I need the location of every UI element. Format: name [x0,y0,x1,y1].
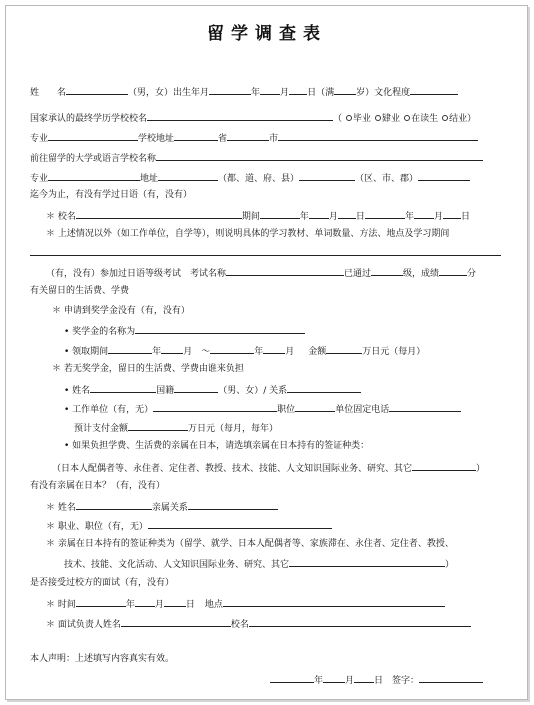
final-school-field[interactable] [147,111,333,121]
interviewer-label: ＊ 面试负责人姓名 [46,620,121,630]
sponsor-name-field[interactable] [90,383,156,393]
province-field[interactable] [174,131,218,141]
row-jlpt [46,266,476,280]
row-relative-name [46,500,278,514]
interview-day-label: 日 [185,600,195,610]
city-label: 市 [269,134,279,144]
period-start-month-label: 月 ～ [183,347,211,357]
relative-visa-close: ） [445,560,455,570]
end-day-label: 日 [460,212,470,222]
sponsor-visa-close: ） [476,464,486,474]
employer-label: • 工作单位（有，无） [64,405,154,415]
work-phone-label: 单位固定电话 [335,405,390,415]
self-study-note: ＊ 上述情况以外（如工作单位，自学等），则说明具体的学习教材、单词数量、方法、地点及学习期间 [46,229,450,239]
interview-school-field[interactable] [249,617,471,627]
address-detail-field[interactable] [278,131,478,141]
period-end-year-label: 年 [254,347,264,357]
row-major-address [30,131,478,145]
signature-field[interactable] [419,673,483,683]
self-study-field[interactable] [30,255,501,256]
row-sponsor-question [52,363,244,375]
row-final-school [30,111,476,125]
passed-label: 已通过 [344,269,372,279]
school-address-label: 学校地址 [138,134,175,144]
education-field[interactable] [410,85,458,95]
study-school-field[interactable] [76,209,242,219]
target-school-field[interactable] [156,151,483,161]
graduated-radio[interactable] [346,115,352,121]
row-japanese-study [30,189,192,201]
district-field[interactable] [299,171,355,181]
birth-day-field[interactable] [289,85,307,95]
row-sponsor-visa-types [52,461,485,475]
start-day-field[interactable] [338,209,356,219]
sign-month-field[interactable] [323,673,345,683]
period-label: 期间 [241,212,260,222]
amount-label: 金额 [308,347,327,357]
row-scholarship [52,305,190,317]
target-school-label: 前往留学的大学或语言学校名称 [30,154,157,164]
row-declaration [30,653,174,665]
relative-name-label: ＊ 姓名 [46,503,76,513]
nationality-field[interactable] [174,383,218,393]
sign-year-label: 年 [314,676,324,686]
sponsor-visa-types: （日本人配偶者等、永住者、定住者、教授、技术、技能、人文知识国际业务、研究、其它 [52,464,413,474]
graduated-label: 毕业 [353,114,372,124]
period-start-year-field[interactable] [108,344,152,354]
row-relatives [30,480,165,492]
sponsor-question: ＊ 若无奖学金，留日的生活费、学费由谁来负担 [52,364,244,374]
row-sponsor-name [64,383,361,397]
relative-name-field[interactable] [76,500,152,510]
row-name-birth [30,85,458,99]
relative-visa-other-field[interactable] [289,557,445,567]
birth-year-field[interactable] [209,85,251,95]
relatives-question: 有没有亲属在日本？（有，没有） [30,481,166,491]
row-self-study [46,228,449,240]
name-label: 姓 名 [30,88,67,98]
relative-job-field[interactable] [148,519,332,529]
period-start-year-label: 年 [152,347,162,357]
final-school-label: 国家承认的最终学历学校校名 [30,114,148,124]
row-interview-time [46,597,445,611]
row-target-school [30,151,483,165]
exam-name-field[interactable] [226,266,344,276]
end-month-label: 月 [433,212,443,222]
interview-year-field[interactable] [76,597,126,607]
interview-time-label: ＊ 时间 [46,600,76,610]
row-interviewer [46,617,471,631]
education-label: 岁）文化程度 [356,88,411,98]
page-title: 留学调查表 [207,24,327,44]
row-sponsor-visa-note [64,440,369,452]
receive-period-label: • 领取期间 [64,347,109,357]
enrolled-label: 在读生 [411,114,439,124]
sponsor-name-label: • 姓名 [64,386,91,396]
start-month-field[interactable] [309,209,329,219]
district-label: （区、市、郡） [355,174,419,184]
end-day-field[interactable] [443,209,461,219]
period-start-month-field[interactable] [161,344,183,354]
interview-place-label: 地点 [204,600,223,610]
month-label: 月 [280,88,290,98]
row-target-major [30,171,470,185]
sign-month-label: 月 [345,676,355,686]
score-unit-label: 分 [467,269,477,279]
sponsor-visa-note: • 如果负担学费、生活费的亲属在日本，请选填亲属在日本持有的签证种类： [64,441,370,451]
day-age-label: 日（满 [307,88,335,98]
prefecture-label: （都、道、府、县） [218,174,300,184]
city-field[interactable] [227,131,269,141]
interviewer-field[interactable] [121,617,231,627]
period-end-year-field[interactable] [210,344,254,354]
birth-month-field[interactable] [260,85,280,95]
row-sponsor-work [64,402,461,416]
start-year-label: 年 [299,212,309,222]
major-label: 专业 [30,134,49,144]
interview-question: 是否接受过校方的面试（有，没有） [30,578,175,588]
major-field[interactable] [48,131,138,141]
relative-relation-label: 亲属关系 [151,503,188,513]
prefecture-field[interactable] [158,171,218,181]
sign-day-field[interactable] [354,673,374,683]
scholarship-name-label: • 奖学金的名称为 [64,327,136,337]
study-school-label: ＊ 校名 [46,212,76,222]
relative-visa-types: ＊ 亲属在日本持有的签证种类为（留学、就学、日本人配偶者等、家族滞在、永住者、定住者、教授、 [46,539,454,549]
interview-school-label: 校名 [230,620,249,630]
start-year-field[interactable] [260,209,300,219]
payment-unit-label: 万日元（每月，每年） [188,424,279,434]
row-living-costs [30,285,129,297]
age-field[interactable] [334,85,356,95]
period-end-month-label: 月 [285,347,295,357]
name-field[interactable] [66,85,128,95]
nationality-label: 国籍 [156,386,175,396]
declaration-text: 本人声明：上述填写内容真实有效。 [30,654,175,664]
interview-year-label: 年 [125,600,135,610]
address-extra-field[interactable] [418,171,470,181]
target-major-field[interactable] [48,171,140,181]
row-interview [30,577,174,589]
row-signature [270,673,483,687]
start-day-label: 日 [355,212,365,222]
interview-month-label: 月 [154,600,164,610]
sponsor-relation-field[interactable] [287,383,361,393]
sign-year-field[interactable] [270,673,314,683]
amount-field[interactable] [326,344,362,354]
year-label: 年 [251,88,261,98]
score-field[interactable] [439,266,467,276]
exam-label: （有，没有）参加过日语等级考试 考试名称 [46,269,227,279]
target-major-label: 专业 [30,174,49,184]
interview-day-field[interactable] [164,597,186,607]
row-relative-job [46,519,332,533]
row-scholarship-period [64,344,425,358]
japanese-study-question: 迄今为止，有没有学过日语（有，没有） [30,190,193,200]
province-label: 省 [218,134,228,144]
enrolled-radio[interactable] [404,115,410,121]
expected-payment-field[interactable] [128,421,188,431]
completed-radio[interactable] [442,115,448,121]
start-month-label: 月 [328,212,338,222]
target-address-label: 地址 [140,174,159,184]
expected-payment-label: 预计支付金额 [74,424,129,434]
completed-label: 结业 [449,114,468,124]
row-relative-visa-cont [64,557,454,571]
sponsor-visa-other-field[interactable] [412,461,476,471]
period-end-month-field[interactable] [263,344,285,354]
gender-birth-label: （男，女）出生年月 [128,88,210,98]
position-label: 职位 [277,405,296,415]
interview-month-field[interactable] [135,597,155,607]
row-study-school [46,209,470,223]
scholarship-question: ＊ 申请到奖学金没有（有，没有） [52,306,190,316]
row-scholarship-name [64,324,305,338]
scholarship-name-field[interactable] [135,324,305,334]
end-month-field[interactable] [414,209,434,219]
living-costs-heading: 有关留日的生活费、学费 [30,286,130,296]
work-phone-field[interactable] [389,402,461,412]
level-score-label: 级，成绩 [403,269,440,279]
end-year-field[interactable] [365,209,405,219]
incomplete-label: 肄业 [382,114,401,124]
employer-field[interactable] [153,402,277,412]
relative-relation-field[interactable] [188,500,278,510]
row-expected-payment [74,421,278,435]
relative-job-label: ＊ 职业、职位（有，无） [46,522,148,532]
incomplete-radio[interactable] [375,115,381,121]
position-field[interactable] [295,402,335,412]
interview-place-field[interactable] [223,597,445,607]
sign-day-label: 日 签字： [374,676,420,686]
level-field[interactable] [371,266,403,276]
sponsor-relation-label: （男、女）/ 关系 [218,386,288,396]
relative-visa-types-cont: 技术、技能、文化活动、人文知识国际业务、研究、其它 [64,560,290,570]
amount-unit-label: 万日元（每月） [362,347,426,357]
end-year-label: 年 [404,212,414,222]
paren-close: ） [467,114,477,124]
row-relative-visa [46,538,454,550]
paren-open: （ [333,114,343,124]
